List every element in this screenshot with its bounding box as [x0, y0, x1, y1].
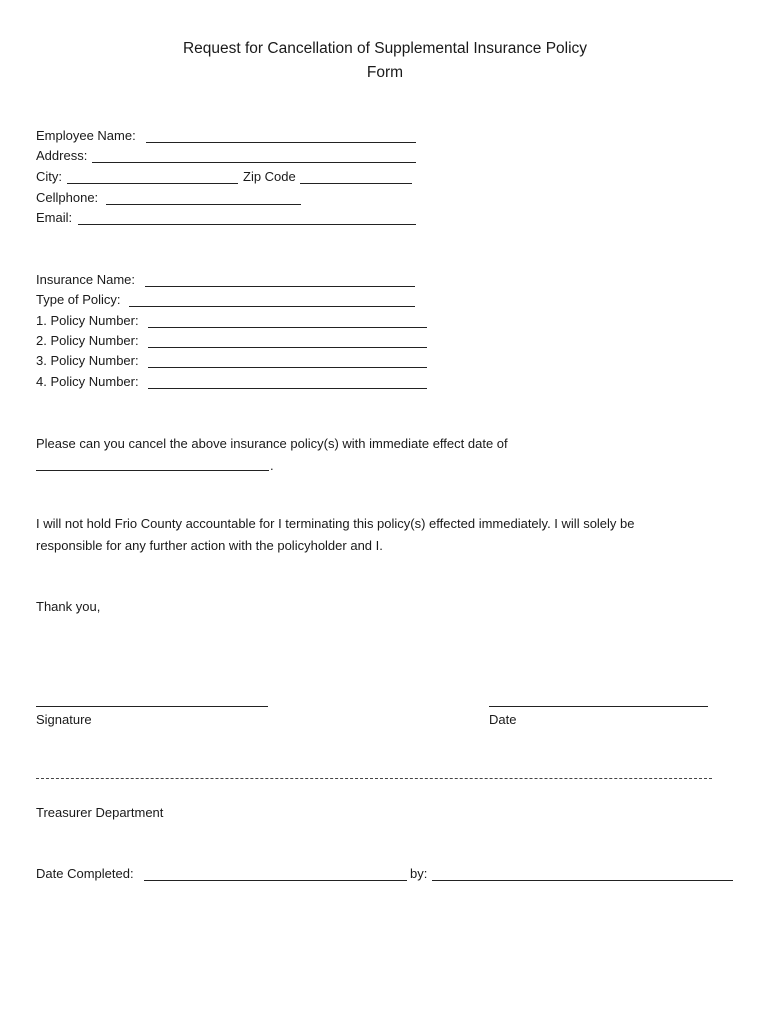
- liability-statement: [36, 513, 736, 557]
- date-completed-field[interactable]: [144, 880, 407, 881]
- insurance-name-label: Insurance Name:: [36, 272, 135, 287]
- zip-code-label: Zip Code: [243, 169, 296, 184]
- treasurer-heading: Treasurer Department: [36, 805, 164, 820]
- address-label: Address:: [36, 148, 88, 163]
- signature-line[interactable]: [36, 706, 268, 707]
- request-period: .: [270, 458, 274, 473]
- date-completed-label: Date Completed:: [36, 866, 134, 881]
- email-label: Email:: [36, 210, 73, 225]
- liability-statement-line-1: I will not hold Frio County accountable for I terminating this policy(s) effected immediately. I will solely be: [36, 516, 635, 531]
- completed-by-field[interactable]: [432, 880, 733, 881]
- date-line[interactable]: [489, 706, 708, 707]
- policy-number-4-field[interactable]: [148, 388, 427, 389]
- liability-statement-line-2: responsible for any further action with the policyholder and I.: [36, 538, 383, 553]
- address-field[interactable]: [92, 162, 416, 163]
- email-field[interactable]: [78, 224, 416, 225]
- policy-type-label: Type of Policy:: [36, 292, 121, 307]
- signature-label: Signature: [36, 712, 92, 727]
- zip-code-field[interactable]: [300, 183, 412, 184]
- city-label: City:: [36, 169, 62, 184]
- form-title-line-1: Request for Cancellation of Supplemental Insurance Policy: [182, 40, 588, 57]
- completed-by-label: by:: [410, 866, 428, 881]
- policy-number-3-label: 3. Policy Number:: [36, 353, 139, 368]
- policy-number-1-label: 1. Policy Number:: [36, 313, 139, 328]
- employee-name-label: Employee Name:: [36, 128, 136, 143]
- effective-date-field[interactable]: [36, 470, 269, 471]
- cellphone-label: Cellphone:: [36, 190, 99, 205]
- policy-number-2-field[interactable]: [148, 347, 427, 348]
- cancellation-request-text: Please can you cancel the above insurance policy(s) with immediate effect date of: [36, 436, 508, 451]
- insurance-name-field[interactable]: [145, 286, 415, 287]
- form-title-line-2: Form: [366, 64, 404, 81]
- policy-number-4-label: 4. Policy Number:: [36, 374, 139, 389]
- section-divider: [36, 778, 712, 779]
- policy-number-1-field[interactable]: [148, 327, 427, 328]
- city-field[interactable]: [67, 183, 238, 184]
- policy-number-3-field[interactable]: [148, 367, 427, 368]
- policy-type-field[interactable]: [129, 306, 415, 307]
- employee-name-field[interactable]: [146, 142, 416, 143]
- cellphone-field[interactable]: [106, 204, 301, 205]
- policy-number-2-label: 2. Policy Number:: [36, 333, 139, 348]
- closing-text: Thank you,: [36, 599, 101, 614]
- date-label: Date: [489, 712, 517, 727]
